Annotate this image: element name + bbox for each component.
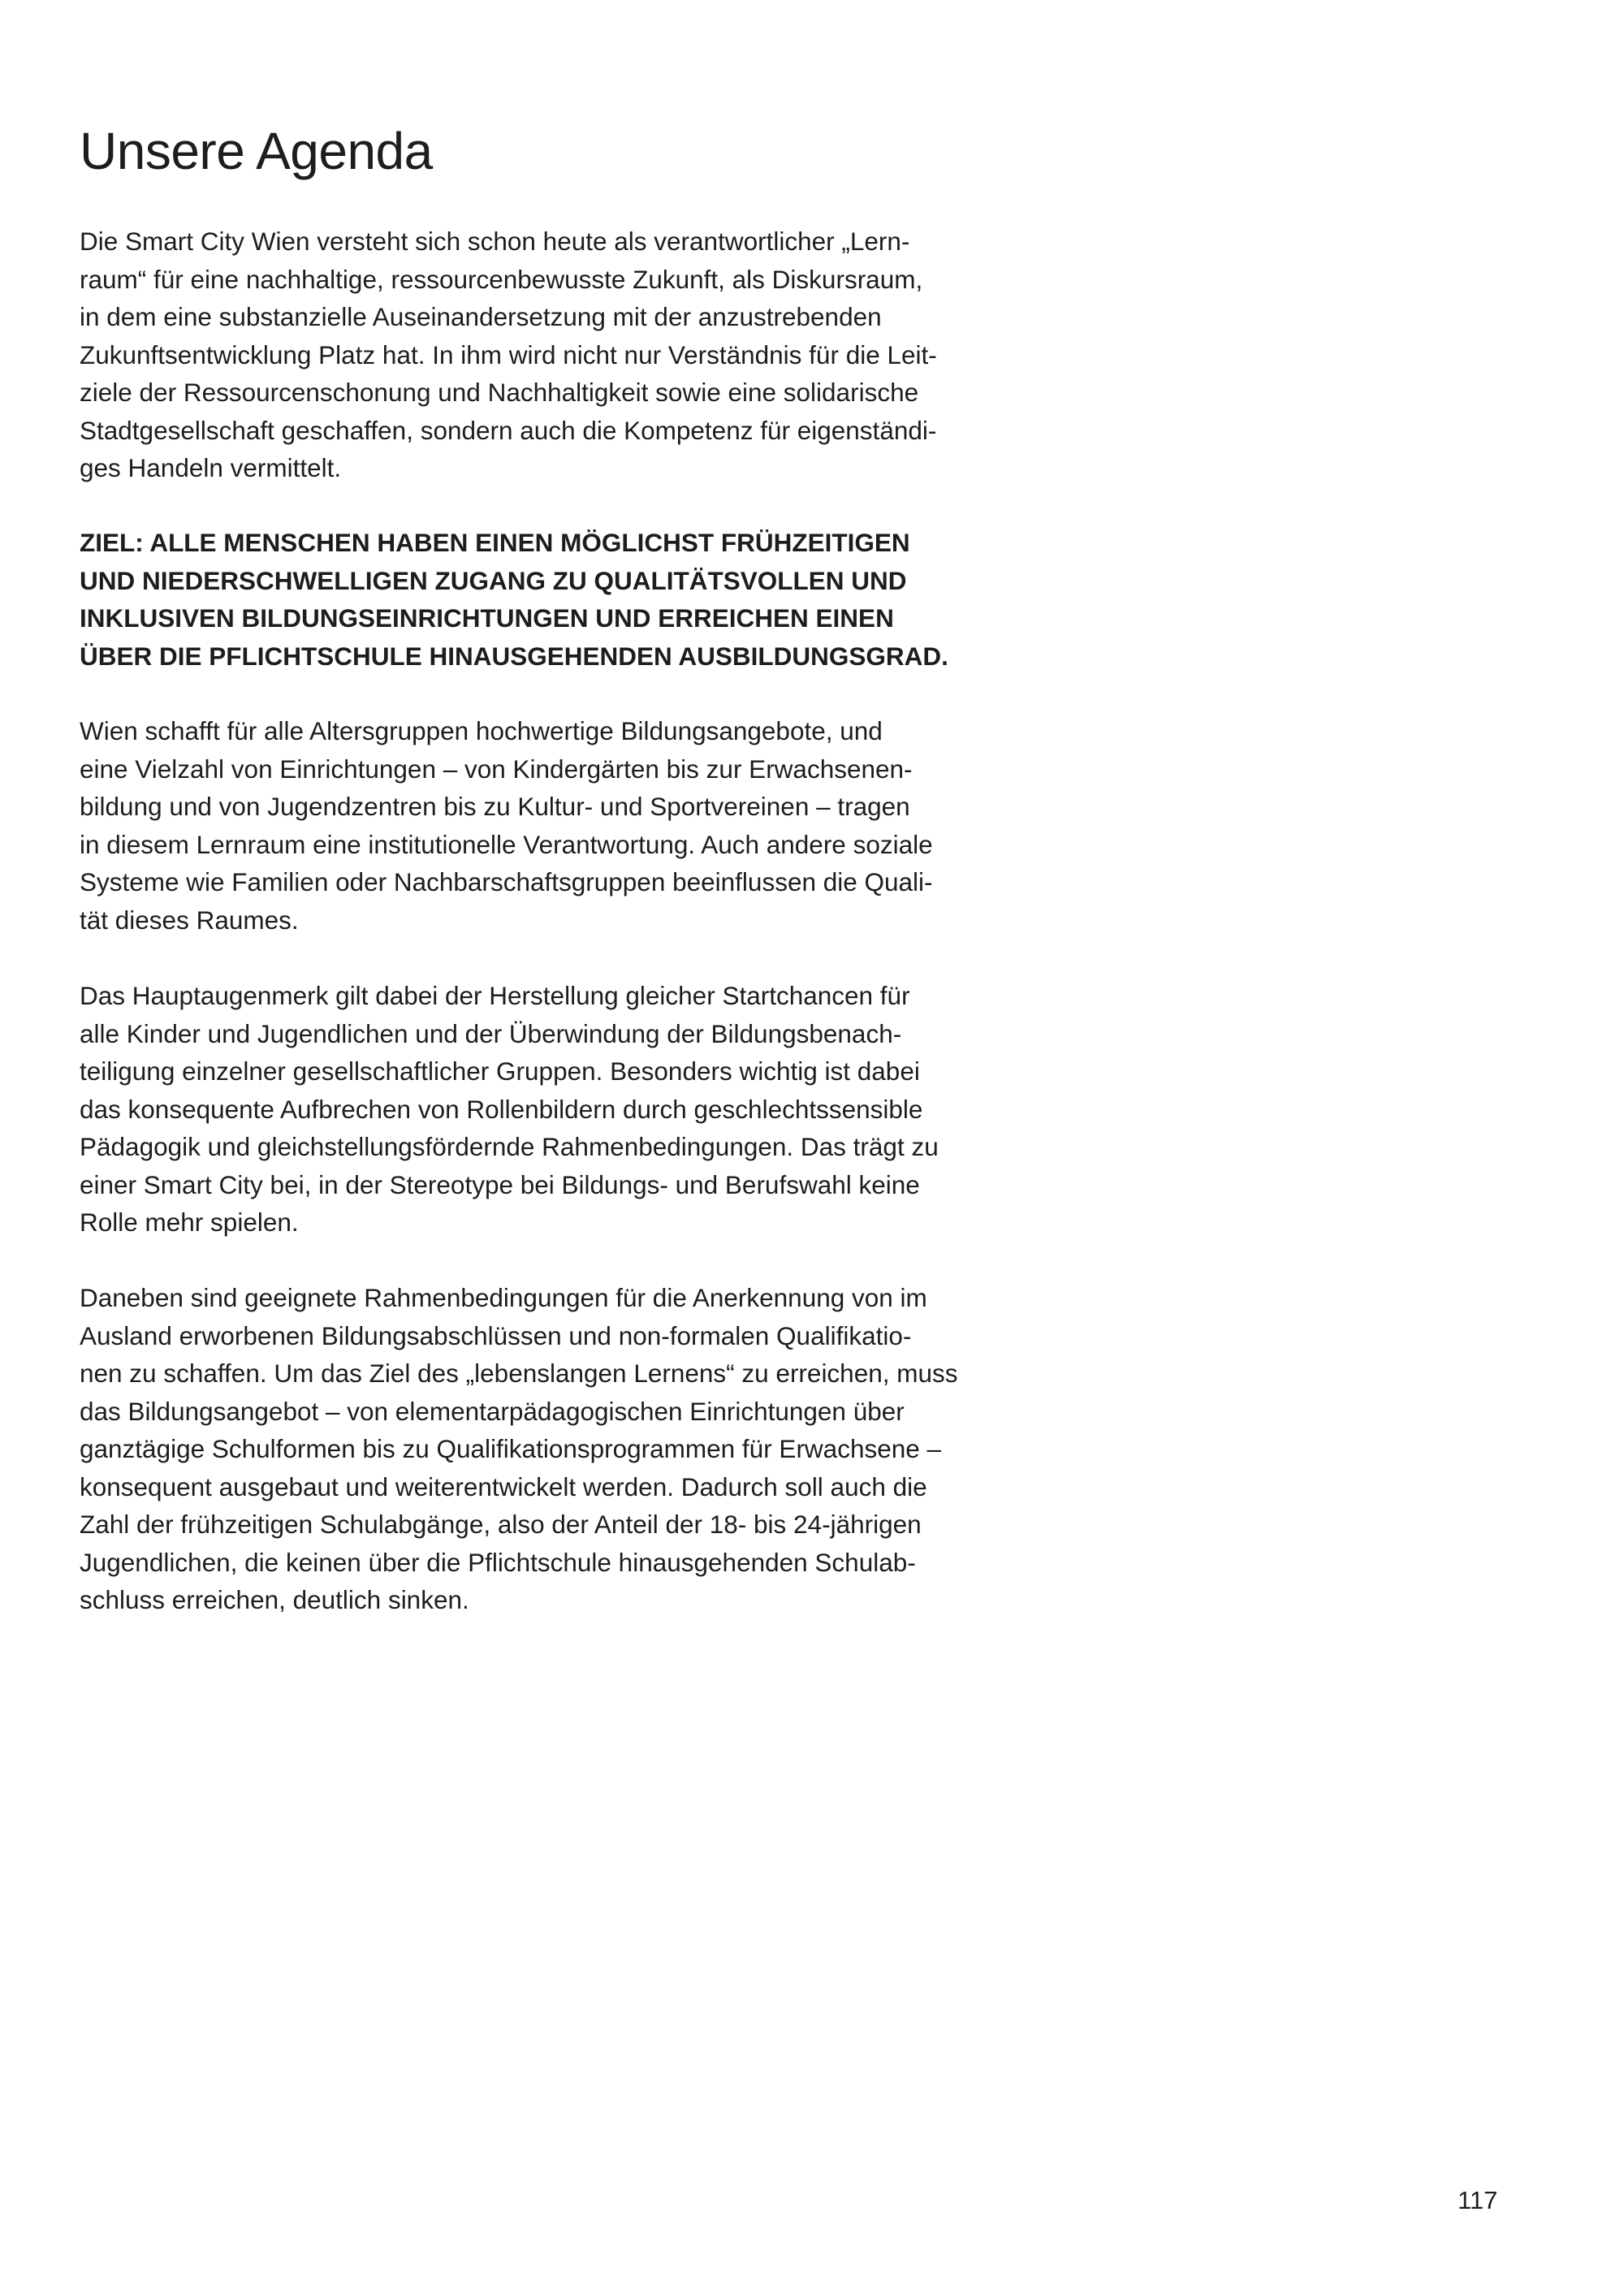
paragraph-lifelong-learning xyxy=(80,1279,1021,1619)
text-line: Pädagogik und gleichstellungsfördernde Rahmenbedingungen. Das trägt zu xyxy=(80,1132,939,1161)
text-line: Zukunftsentwicklung Platz hat. In ihm wird nicht nur Verständnis für die Leit- xyxy=(80,339,937,369)
text-line: Systeme wie Familien oder Nachbarschaftsgruppen beeinflussen die Quali- xyxy=(80,867,933,896)
text-line: Zahl der frühzeitigen Schulabgänge, also der Anteil der 18- bis 24-jährigen xyxy=(80,1510,922,1539)
text-line: ÜBER DIE PFLICHTSCHULE HINAUSGEHENDEN AUSBILDUNGSGRAD. xyxy=(80,641,948,671)
text-line: einer Smart City bei, in der Stereotype bei Bildungs- und Berufswahl keine xyxy=(80,1169,920,1199)
text-line: ZIEL: ALLE MENSCHEN HABEN EINEN MÖGLICHST FRÜHZEITIGEN xyxy=(80,528,910,557)
text-line: das konsequente Aufbrechen von Rollenbildern durch geschlechtssensible xyxy=(80,1094,923,1124)
text-line: in diesem Lernraum eine institutionelle Verantwortung. Auch andere soziale xyxy=(80,829,933,859)
text-line: Die Smart City Wien versteht sich schon heute als verantwortlicher „Lern- xyxy=(80,227,910,256)
page-title: Unsere Agenda xyxy=(80,122,433,180)
intro-paragraph xyxy=(80,222,1021,487)
goal-statement xyxy=(80,524,1021,675)
text-line: schluss erreichen, deutlich sinken. xyxy=(80,1585,469,1614)
text-line: INKLUSIVEN BILDUNGSEINRICHTUNGEN UND ERREICHEN EINEN xyxy=(80,603,894,633)
text-line: Stadtgesellschaft geschaffen, sondern auch die Kompetenz für eigenständi- xyxy=(80,415,937,445)
text-line: raum“ für eine nachhaltige, ressourcenbewusste Zukunft, als Diskursraum, xyxy=(80,264,923,294)
page-number: 117 xyxy=(1458,2186,1498,2214)
text-line: alle Kinder und Jugendlichen und der Überwindung der Bildungsbenach- xyxy=(80,1018,902,1048)
text-line: tät dieses Raumes. xyxy=(80,905,299,935)
text-line: bildung und von Jugendzentren bis zu Kultur- und Sportvereinen – tragen xyxy=(80,792,910,821)
text-line: in dem eine substanzielle Auseinandersetzung mit der anzustrebenden xyxy=(80,302,882,331)
text-line: das Bildungsangebot – von elementarpädagogischen Einrichtungen über xyxy=(80,1396,905,1426)
text-line: Rolle mehr spielen. xyxy=(80,1207,299,1237)
text-line: Wien schafft für alle Altersgruppen hochwertige Bildungsangebote, und xyxy=(80,716,883,745)
text-line: eine Vielzahl von Einrichtungen – von Kindergärten bis zur Erwachsenen- xyxy=(80,754,913,784)
text-line: ganztägige Schulformen bis zu Qualifikationsprogrammen für Erwachsene – xyxy=(80,1434,942,1463)
text-line: ges Handeln vermittelt. xyxy=(80,453,342,482)
paragraph-equal-chances xyxy=(80,977,1021,1242)
text-line: konsequent ausgebaut und weiterentwickelt werden. Dadurch soll auch die xyxy=(80,1471,927,1501)
text-line: Das Hauptaugenmerk gilt dabei der Herstellung gleicher Startchancen für xyxy=(80,981,910,1010)
text-line: nen zu schaffen. Um das Ziel des „lebenslangen Lernens“ zu erreichen, muss xyxy=(80,1359,958,1388)
paragraph-education-offer xyxy=(80,712,1021,939)
text-line: teiligung einzelner gesellschaftlicher Gruppen. Besonders wichtig ist dabei xyxy=(80,1056,920,1086)
text-line: Jugendlichen, die keinen über die Pflichtschule hinausgehenden Schulab- xyxy=(80,1547,916,1577)
text-line: Ausland erworbenen Bildungsabschlüssen und non-formalen Qualifikatio- xyxy=(80,1320,912,1350)
text-line: ziele der Ressourcenschonung und Nachhaltigkeit sowie eine solidarische xyxy=(80,378,919,407)
text-line: Daneben sind geeignete Rahmenbedingungen für die Anerkennung von im xyxy=(80,1283,927,1312)
text-line: UND NIEDERSCHWELLIGEN ZUGANG ZU QUALITÄTSVOLLEN UND xyxy=(80,565,907,595)
